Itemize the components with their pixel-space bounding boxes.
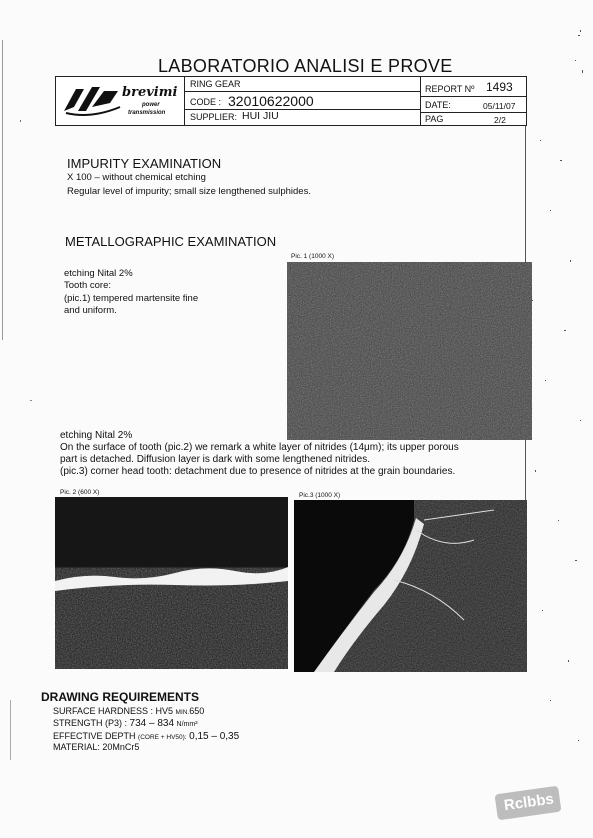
strength-row — [53, 718, 198, 731]
micrograph-pic2 — [55, 497, 288, 669]
effective-depth-sub: (CORE + HV50): — [138, 734, 187, 741]
micrograph-pic1-image — [287, 262, 532, 440]
report-no-value: 1493 — [486, 80, 513, 94]
block1-line-4: and uniform. — [64, 305, 117, 316]
metallographic-heading: METALLOGRAPHIC EXAMINATION — [65, 234, 277, 249]
material: MATERIAL: 20MnCr5 — [53, 742, 140, 752]
block2-line-2: On the surface of tooth (pic.2) we remark a white layer of nitrides (14μm); its upper porous — [60, 442, 459, 453]
pic2-caption: Pic. 2 (600 X) — [60, 489, 100, 496]
header-rule — [184, 109, 420, 110]
block2-line-3: part is detached. Diffusion layer is dark with some lengthened nitrides. — [60, 454, 370, 465]
micrograph-pic2-image — [55, 497, 288, 669]
drawing-requirements-heading: DRAWING REQUIREMENTS — [41, 690, 200, 704]
impurity-heading: IMPURITY EXAMINATION — [67, 156, 222, 171]
header-divider — [420, 77, 421, 125]
report-header-table — [55, 76, 527, 126]
strength-value: 734 – 834 — [129, 718, 175, 729]
micrograph-pic3-image — [294, 500, 527, 672]
effective-depth-value: 0,15 – 0,35 — [189, 731, 240, 742]
watermark-text: Rclbbs — [502, 790, 555, 815]
part-name: RING GEAR — [190, 79, 241, 89]
micrograph-pic3 — [294, 500, 527, 672]
block1-line-3: (pic.1) tempered martensite fine — [64, 293, 199, 304]
header-rule — [420, 96, 526, 97]
logo-tagline-1: power — [142, 102, 160, 108]
surface-hardness-min: MIN. — [175, 709, 190, 716]
block1-line-2: Tooth core: — [64, 280, 111, 291]
company-logo — [56, 77, 185, 125]
pic3-caption: Pic.3 (1000 X) — [299, 492, 341, 499]
micrograph-pic1 — [287, 262, 532, 440]
block2-line-1: etching Nital 2% — [60, 430, 133, 441]
surface-hardness-value: 650 — [189, 706, 205, 716]
pic1-caption: Pic. 1 (1000 X) — [291, 253, 334, 260]
date-value: 05/11/07 — [483, 101, 516, 111]
impurity-line-1: X 100 – without chemical etching — [67, 172, 206, 183]
block2-line-4: (pic.3) corner head tooth: detachment due to presence of nitrides at the grain boundaries. — [60, 466, 456, 477]
strength-label: STRENGTH (P3) : — [53, 718, 128, 728]
scan-noise-left — [0, 0, 55, 838]
supplier-label: SUPPLIER: — [190, 112, 238, 122]
page-value: 2/2 — [494, 115, 506, 125]
logo-tagline-2: transmission — [128, 110, 166, 116]
block1-line-1: etching Nital 2% — [64, 268, 133, 279]
code-value: 32010622000 — [228, 93, 314, 109]
date-label: DATE: — [425, 100, 451, 110]
effective-depth-label: EFFECTIVE DEPTH — [53, 731, 136, 741]
logo-brand: brevimi — [122, 85, 178, 100]
strength-unit: N/mm² — [176, 721, 198, 728]
page-title: LABORATORIO ANALISI E PROVE — [158, 56, 453, 76]
surface-hardness-label: SURFACE HARDNESS : HV5 — [53, 706, 174, 716]
surface-hardness-row — [53, 706, 204, 719]
code-label: CODE : — [190, 97, 222, 107]
header-rule — [420, 112, 526, 113]
report-no-label: REPORT Nº — [425, 84, 475, 94]
header-rule — [184, 91, 420, 92]
page-label: PAG — [425, 114, 444, 124]
impurity-line-2: Regular level of impurity; small size lengthened sulphides. — [67, 186, 311, 197]
supplier-value: HUI JIU — [242, 110, 279, 122]
